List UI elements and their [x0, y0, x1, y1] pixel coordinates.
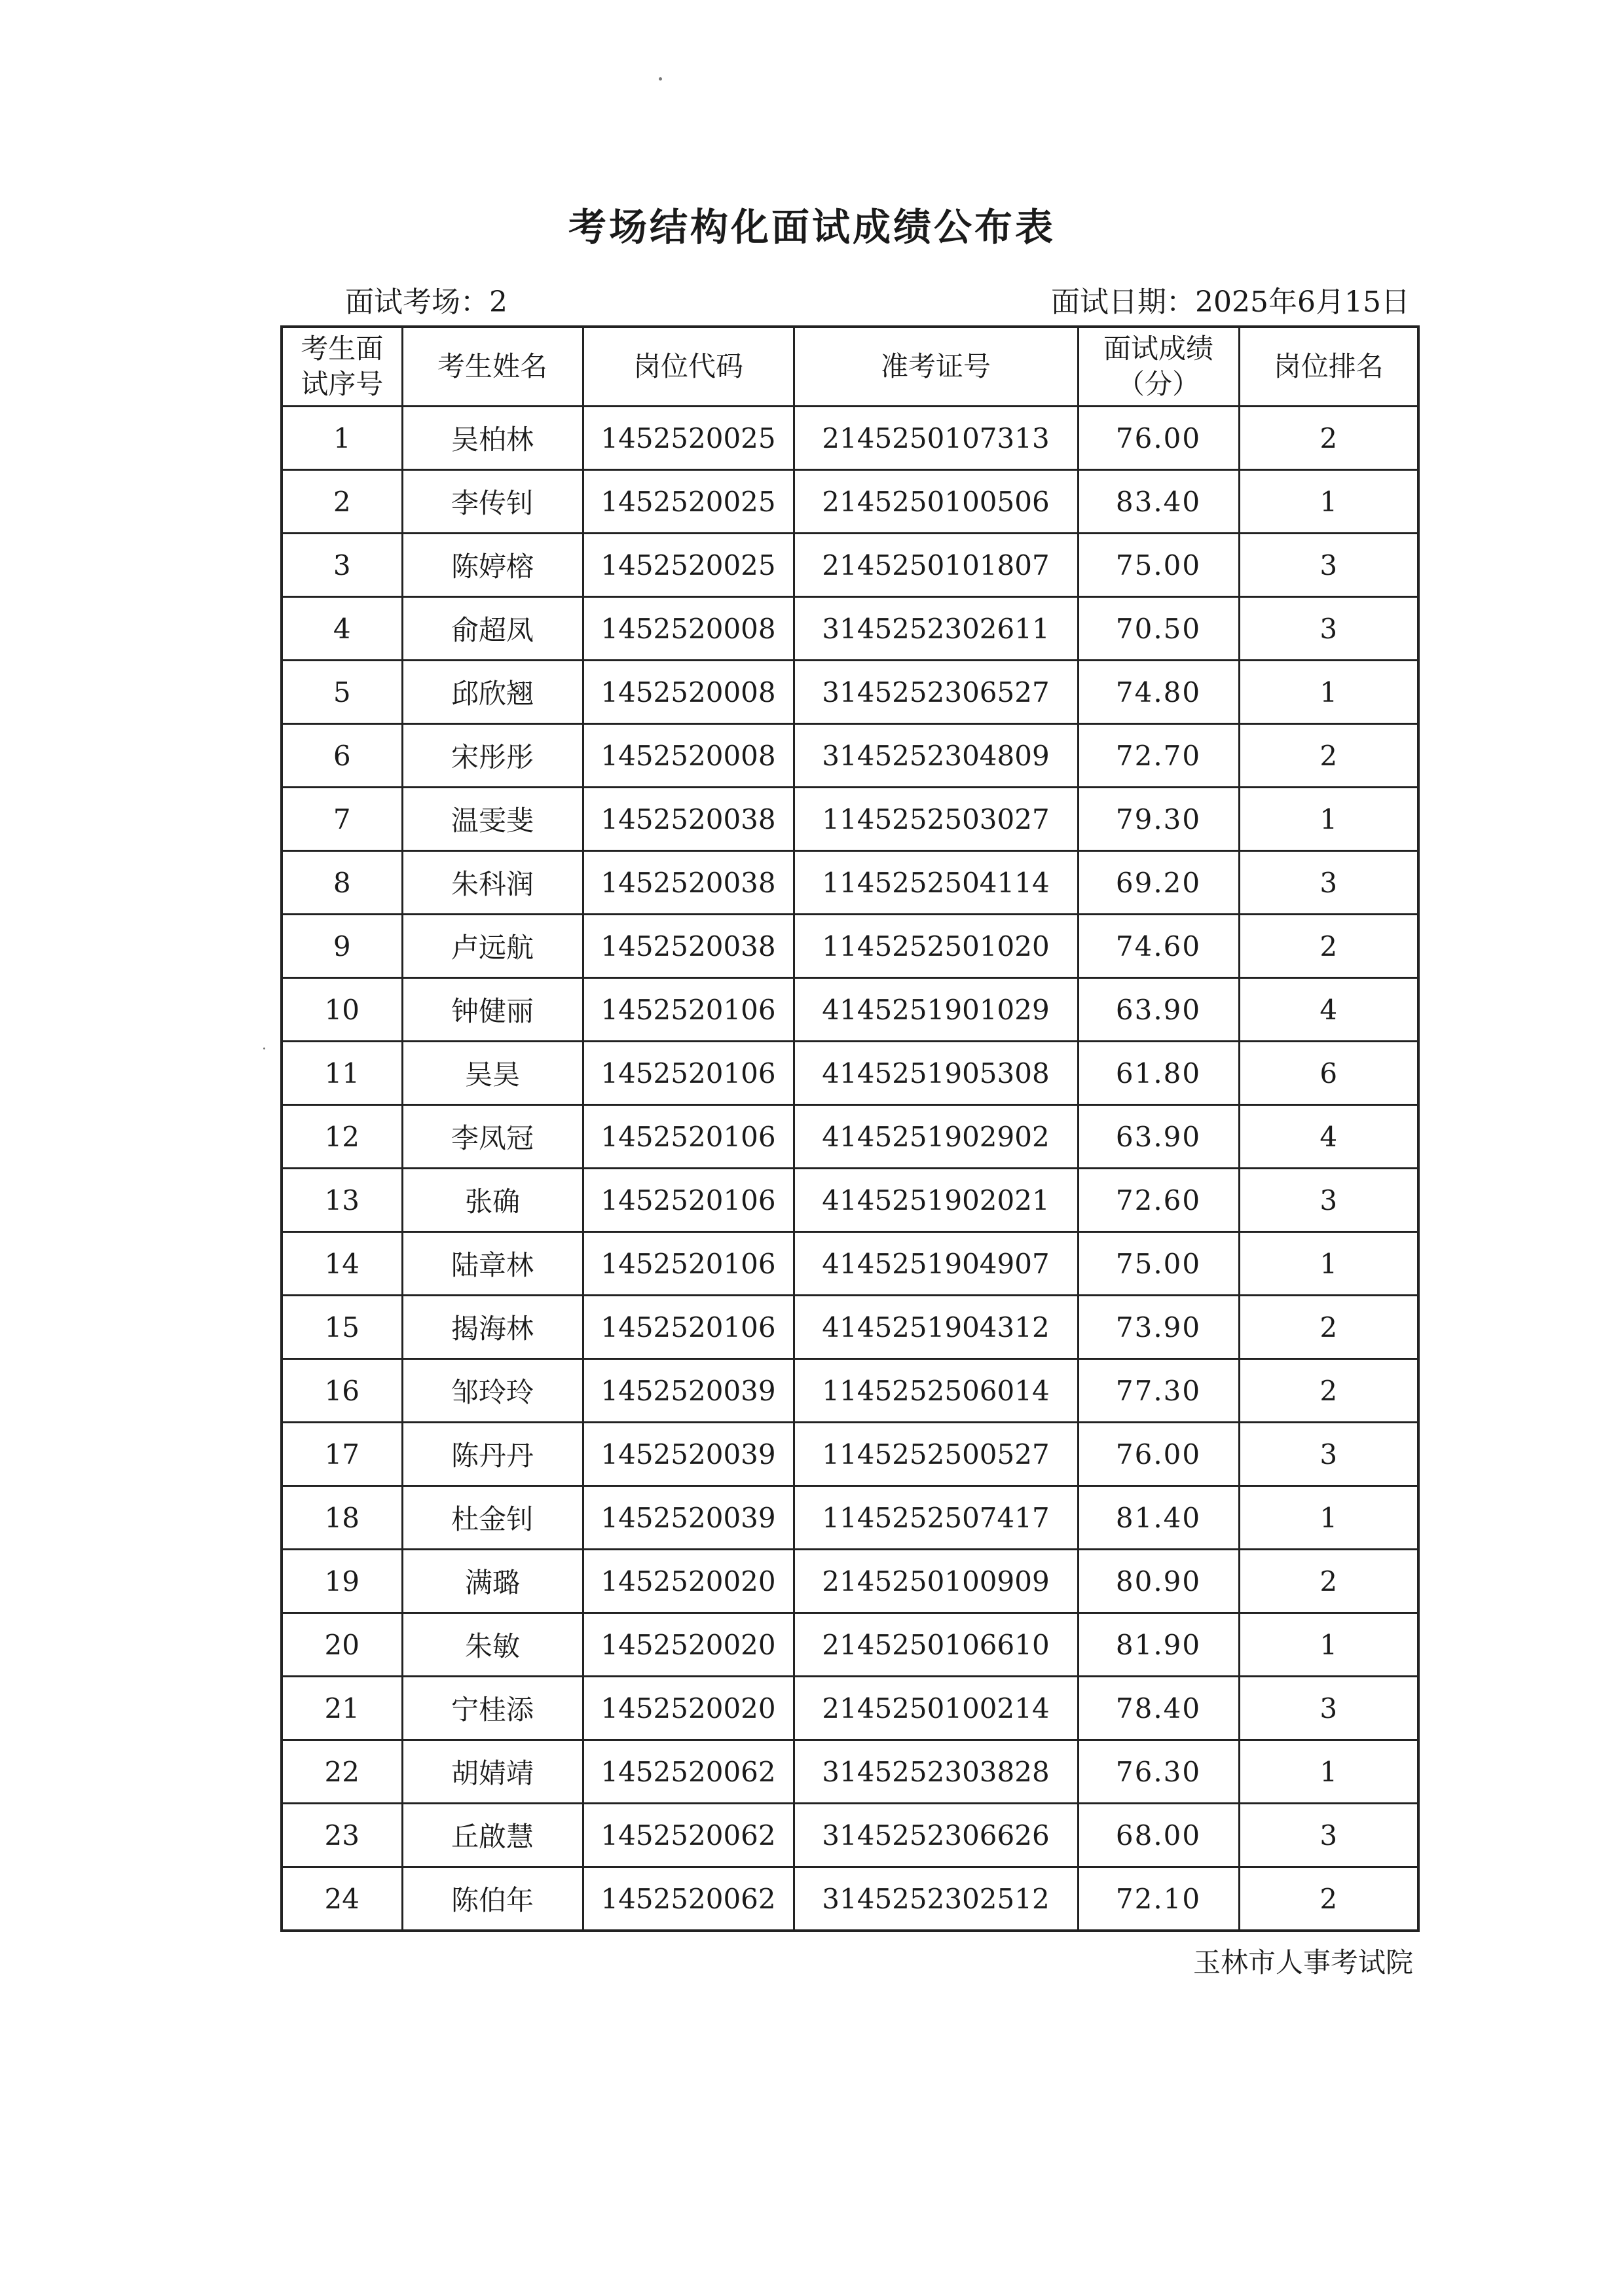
- cell-post-code: 1452520039: [583, 1486, 794, 1550]
- cell-name: 吴昊: [402, 1042, 583, 1105]
- cell-seq: 12: [282, 1105, 402, 1169]
- cell-score: 70.50: [1078, 597, 1239, 661]
- cell-post-code: 1452520020: [583, 1677, 794, 1740]
- cell-score: 74.60: [1078, 915, 1239, 978]
- cell-seq: 1: [282, 407, 402, 470]
- cell-rank: 2: [1239, 407, 1418, 470]
- cell-post-code: 1452520106: [583, 1232, 794, 1296]
- cell-rank: 1: [1239, 1740, 1418, 1804]
- cell-rank: 2: [1239, 1359, 1418, 1423]
- cell-seq: 18: [282, 1486, 402, 1550]
- table-row: [282, 470, 1418, 534]
- cell-post-code: 1452520025: [583, 407, 794, 470]
- cell-seq: 4: [282, 597, 402, 661]
- cell-score: 69.20: [1078, 851, 1239, 915]
- cell-post-code: 1452520062: [583, 1867, 794, 1931]
- header-rank: 岗位排名: [1239, 327, 1418, 407]
- cell-post-code: 1452520025: [583, 470, 794, 534]
- table-row: [282, 597, 1418, 661]
- cell-ticket: 1145252507417: [794, 1486, 1078, 1550]
- cell-name: 满璐: [402, 1550, 583, 1613]
- cell-score: 83.40: [1078, 470, 1239, 534]
- table-row: [282, 1740, 1418, 1804]
- cell-name: 朱科润: [402, 851, 583, 915]
- cell-name: 李传钊: [402, 470, 583, 534]
- cell-name: 吴柏林: [402, 407, 583, 470]
- cell-name: 陈伯年: [402, 1867, 583, 1931]
- cell-rank: 1: [1239, 1613, 1418, 1677]
- cell-name: 李凤冠: [402, 1105, 583, 1169]
- cell-rank: 3: [1239, 851, 1418, 915]
- cell-seq: 2: [282, 470, 402, 534]
- cell-score: 61.80: [1078, 1042, 1239, 1105]
- table-row: [282, 407, 1418, 470]
- cell-ticket: 3145252306626: [794, 1804, 1078, 1867]
- cell-score: 81.90: [1078, 1613, 1239, 1677]
- table-row: [282, 724, 1418, 788]
- table-row: [282, 1613, 1418, 1677]
- cell-name: 卢远航: [402, 915, 583, 978]
- cell-name: 邱欣翘: [402, 661, 583, 724]
- cell-seq: 7: [282, 788, 402, 851]
- table-row: [282, 1359, 1418, 1423]
- cell-rank: 1: [1239, 470, 1418, 534]
- cell-ticket: 2145250107313: [794, 407, 1078, 470]
- cell-name: 宁桂添: [402, 1677, 583, 1740]
- cell-name: 邹玲玲: [402, 1359, 583, 1423]
- cell-post-code: 1452520106: [583, 978, 794, 1042]
- cell-ticket: 4145251902021: [794, 1169, 1078, 1232]
- cell-name: 宋彤彤: [402, 724, 583, 788]
- cell-post-code: 1452520008: [583, 597, 794, 661]
- cell-post-code: 1452520038: [583, 788, 794, 851]
- cell-rank: 2: [1239, 915, 1418, 978]
- cell-ticket: 3145252304809: [794, 724, 1078, 788]
- cell-seq: 17: [282, 1423, 402, 1486]
- cell-score: 81.40: [1078, 1486, 1239, 1550]
- cell-rank: 4: [1239, 1105, 1418, 1169]
- cell-ticket: 4145251904907: [794, 1232, 1078, 1296]
- table-body: [282, 407, 1418, 1931]
- table-row: [282, 1550, 1418, 1613]
- cell-seq: 20: [282, 1613, 402, 1677]
- cell-name: 陈丹丹: [402, 1423, 583, 1486]
- table-row: [282, 851, 1418, 915]
- table-row: [282, 534, 1418, 597]
- cell-post-code: 1452520038: [583, 851, 794, 915]
- table-row: [282, 1423, 1418, 1486]
- cell-ticket: 1145252501020: [794, 915, 1078, 978]
- cell-seq: 6: [282, 724, 402, 788]
- cell-seq: 5: [282, 661, 402, 724]
- cell-rank: 1: [1239, 1486, 1418, 1550]
- cell-rank: 3: [1239, 597, 1418, 661]
- cell-seq: 13: [282, 1169, 402, 1232]
- cell-rank: 1: [1239, 788, 1418, 851]
- cell-ticket: 3145252303828: [794, 1740, 1078, 1804]
- cell-seq: 16: [282, 1359, 402, 1423]
- cell-rank: 3: [1239, 534, 1418, 597]
- cell-rank: 6: [1239, 1042, 1418, 1105]
- table-row: [282, 1232, 1418, 1296]
- score-table: [280, 325, 1420, 1932]
- cell-ticket: 1145252506014: [794, 1359, 1078, 1423]
- cell-post-code: 1452520106: [583, 1296, 794, 1359]
- table-row: [282, 1486, 1418, 1550]
- cell-score: 74.80: [1078, 661, 1239, 724]
- cell-score: 72.70: [1078, 724, 1239, 788]
- cell-score: 78.40: [1078, 1677, 1239, 1740]
- cell-seq: 23: [282, 1804, 402, 1867]
- cell-rank: 3: [1239, 1677, 1418, 1740]
- table-row: [282, 1296, 1418, 1359]
- cell-seq: 24: [282, 1867, 402, 1931]
- table-row: [282, 1105, 1418, 1169]
- table-row: [282, 661, 1418, 724]
- cell-name: 温雯斐: [402, 788, 583, 851]
- cell-rank: 3: [1239, 1804, 1418, 1867]
- cell-rank: 2: [1239, 1867, 1418, 1931]
- cell-score: 77.30: [1078, 1359, 1239, 1423]
- cell-ticket: 1145252500527: [794, 1423, 1078, 1486]
- table-row: [282, 788, 1418, 851]
- cell-ticket: 2145250106610: [794, 1613, 1078, 1677]
- table-row: [282, 978, 1418, 1042]
- cell-name: 陈婷榕: [402, 534, 583, 597]
- cell-seq: 10: [282, 978, 402, 1042]
- cell-seq: 3: [282, 534, 402, 597]
- cell-post-code: 1452520062: [583, 1740, 794, 1804]
- cell-rank: 2: [1239, 1296, 1418, 1359]
- cell-name: 揭海林: [402, 1296, 583, 1359]
- cell-post-code: 1452520025: [583, 534, 794, 597]
- header-score: 面试成绩 （分）: [1078, 327, 1239, 407]
- page-title: 考场结构化面试成绩公布表: [568, 205, 1056, 249]
- cell-ticket: 1145252504114: [794, 851, 1078, 915]
- header-ticket: 准考证号: [794, 327, 1078, 407]
- cell-ticket: 1145252503027: [794, 788, 1078, 851]
- cell-ticket: 4145251904312: [794, 1296, 1078, 1359]
- cell-post-code: 1452520106: [583, 1105, 794, 1169]
- header-post-code: 岗位代码: [583, 327, 794, 407]
- cell-name: 胡婧靖: [402, 1740, 583, 1804]
- cell-score: 68.00: [1078, 1804, 1239, 1867]
- cell-seq: 19: [282, 1550, 402, 1613]
- table-header: [282, 327, 1418, 407]
- cell-name: 陆章林: [402, 1232, 583, 1296]
- cell-post-code: 1452520039: [583, 1359, 794, 1423]
- cell-score: 72.60: [1078, 1169, 1239, 1232]
- issuer-footer: 玉林市人事考试院: [1192, 1946, 1413, 1978]
- cell-seq: 9: [282, 915, 402, 978]
- cell-post-code: 1452520062: [583, 1804, 794, 1867]
- cell-post-code: 1452520008: [583, 724, 794, 788]
- table-row: [282, 1804, 1418, 1867]
- cell-score: 76.00: [1078, 1423, 1239, 1486]
- cell-name: 杜金钊: [402, 1486, 583, 1550]
- cell-score: 63.90: [1078, 1105, 1239, 1169]
- cell-name: 张确: [402, 1169, 583, 1232]
- cell-name: 朱敏: [402, 1613, 583, 1677]
- cell-post-code: 1452520020: [583, 1613, 794, 1677]
- cell-score: 73.90: [1078, 1296, 1239, 1359]
- cell-rank: 1: [1239, 661, 1418, 724]
- cell-score: 76.30: [1078, 1740, 1239, 1804]
- cell-rank: 2: [1239, 724, 1418, 788]
- cell-post-code: 1452520106: [583, 1169, 794, 1232]
- cell-name: 丘啟慧: [402, 1804, 583, 1867]
- table-row: [282, 1169, 1418, 1232]
- table-row: [282, 915, 1418, 978]
- cell-score: 72.10: [1078, 1867, 1239, 1931]
- exam-date-label: 面试日期：2025年6月15日: [1051, 285, 1410, 319]
- cell-ticket: 3145252306527: [794, 661, 1078, 724]
- cell-seq: 22: [282, 1740, 402, 1804]
- cell-ticket: 2145250100214: [794, 1677, 1078, 1740]
- cell-ticket: 4145251902902: [794, 1105, 1078, 1169]
- cell-rank: 1: [1239, 1232, 1418, 1296]
- cell-rank: 3: [1239, 1169, 1418, 1232]
- cell-post-code: 1452520008: [583, 661, 794, 724]
- cell-seq: 21: [282, 1677, 402, 1740]
- cell-seq: 15: [282, 1296, 402, 1359]
- cell-ticket: 3145252302512: [794, 1867, 1078, 1931]
- cell-name: 俞超凤: [402, 597, 583, 661]
- header-seq: 考生面 试序号: [282, 327, 402, 407]
- scan-speck: [263, 1048, 265, 1049]
- header-row: [282, 327, 1418, 407]
- table-row: [282, 1677, 1418, 1740]
- header-name: 考生姓名: [402, 327, 583, 407]
- cell-seq: 8: [282, 851, 402, 915]
- cell-post-code: 1452520020: [583, 1550, 794, 1613]
- cell-score: 76.00: [1078, 407, 1239, 470]
- scan-speck: [659, 77, 662, 81]
- table-row: [282, 1042, 1418, 1105]
- cell-ticket: 2145250100506: [794, 470, 1078, 534]
- cell-ticket: 3145252302611: [794, 597, 1078, 661]
- cell-seq: 14: [282, 1232, 402, 1296]
- table-row: [282, 1867, 1418, 1931]
- exam-room-label: 面试考场：2: [345, 285, 507, 319]
- cell-rank: 3: [1239, 1423, 1418, 1486]
- cell-seq: 11: [282, 1042, 402, 1105]
- cell-score: 75.00: [1078, 534, 1239, 597]
- cell-rank: 2: [1239, 1550, 1418, 1613]
- cell-post-code: 1452520106: [583, 1042, 794, 1105]
- cell-score: 63.90: [1078, 978, 1239, 1042]
- cell-ticket: 4145251905308: [794, 1042, 1078, 1105]
- cell-rank: 4: [1239, 978, 1418, 1042]
- cell-post-code: 1452520039: [583, 1423, 794, 1486]
- cell-ticket: 2145250100909: [794, 1550, 1078, 1613]
- cell-post-code: 1452520038: [583, 915, 794, 978]
- cell-score: 75.00: [1078, 1232, 1239, 1296]
- cell-ticket: 2145250101807: [794, 534, 1078, 597]
- cell-name: 钟健丽: [402, 978, 583, 1042]
- cell-score: 80.90: [1078, 1550, 1239, 1613]
- cell-score: 79.30: [1078, 788, 1239, 851]
- cell-ticket: 4145251901029: [794, 978, 1078, 1042]
